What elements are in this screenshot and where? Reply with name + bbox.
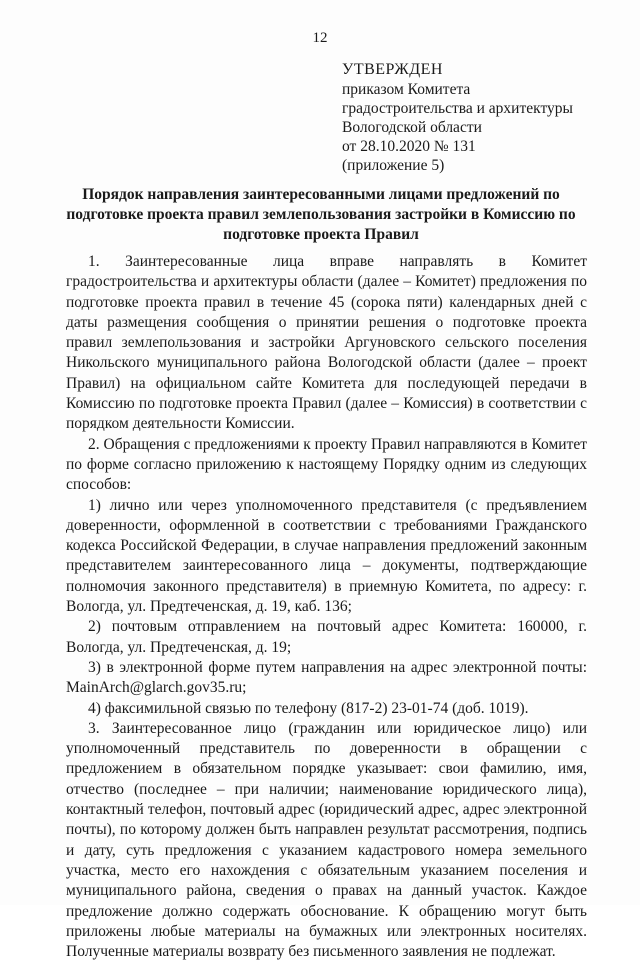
approval-stamp: [342, 60, 612, 175]
title-line: Порядок направления заинтересованными лицами предложений по: [82, 186, 560, 203]
paragraph-method-1: 1) лично или через уполномоченного представителя (с предъявлением доверенности, оформленной в соответствии с требованиями Гражданского кодекса Российской Федерации, в случае направления предложений законным представителем заинтересованного лица – документы, подтверждающие полномочия законного представителя) в приемную Комитета, по адресу: г. Вологда, ул. Предтеченская, д. 19, каб. 136;: [66, 496, 587, 616]
page-number: 12: [312, 30, 328, 46]
document-body: [66, 252, 587, 962]
approval-line: приказом Комитета: [342, 81, 471, 98]
title-line: подготовке проекта правил землепользования застройки в Комиссию по: [66, 206, 576, 223]
paragraph-method-2: 2) почтовым отправлением на почтовый адрес Комитета: 160000, г. Вологда, ул. Предтеченская, д. 19;: [66, 618, 587, 656]
document-title: [58, 185, 584, 245]
approval-heading: УТВЕРЖДЕН: [342, 61, 443, 78]
paragraph-method-3: 3) в электронной форме путем направления на адрес электронной почты: MainArch@glarch.gov35.ru;: [66, 658, 587, 697]
approval-line: Вологодской области: [342, 119, 482, 136]
approval-line: (приложение 5): [342, 157, 445, 174]
approval-line: градостроительства и архитектуры: [342, 100, 573, 117]
paragraph-clause-1: 1. Заинтересованные лица вправе направлять в Комитет градостроительства и архитектуры области (далее – Комитет) предложения по подготовке проекта правил в течение 45 (сорока пяти) календарных дней с даты размещения сообщения о принятии решения о подготовке проекта правил землепользования и застройки Аргуновского сельского поселения Никольского муниципального района Вологодской области (далее – проект Правил) на официальном сайте Комитета для последующей передачи в Комиссию по подготовке проекта Правил (далее – Комиссия) в соответствии с порядком деятельности Комиссии.: [66, 253, 587, 433]
paragraph-method-4: 4) факсимильной связью по телефону (817-2) 23-01-74 (доб. 1019).: [88, 699, 529, 717]
paragraph-clause-2: 2. Обращения с предложениями к проекту Правил направляются в Комитет по форме согласно приложению к настоящему Порядку одним из следующих способов:: [66, 435, 587, 494]
title-line: подготовке проекта Правил: [223, 226, 419, 243]
approval-line: от 28.10.2020 № 131: [342, 138, 476, 155]
paragraph-clause-3: 3. Заинтересованное лицо (гражданин или юридическое лицо) или уполномоченный представитель по доверенности в обращении с предложением в обязательном порядке указывает: свои фамилию, имя, отчество (последнее – при наличии; наименование юридического лица), контактный телефон, почтовый адрес (юридический адрес, адрес электронной почты), по которому должен быть направлен результат рассмотрения, подпись и дату, суть предложения с указанием кадастрового номера земельного участка, место его нахождения с обязательным указанием поселения и муниципального района, сведения о правах на данный участок. Каждое предложение должно содержать обоснование. К обращению могут быть приложены любые материалы на бумажных или электронных носителях. Полученные материалы возврату без письменного заявления не подлежат.: [66, 719, 587, 961]
